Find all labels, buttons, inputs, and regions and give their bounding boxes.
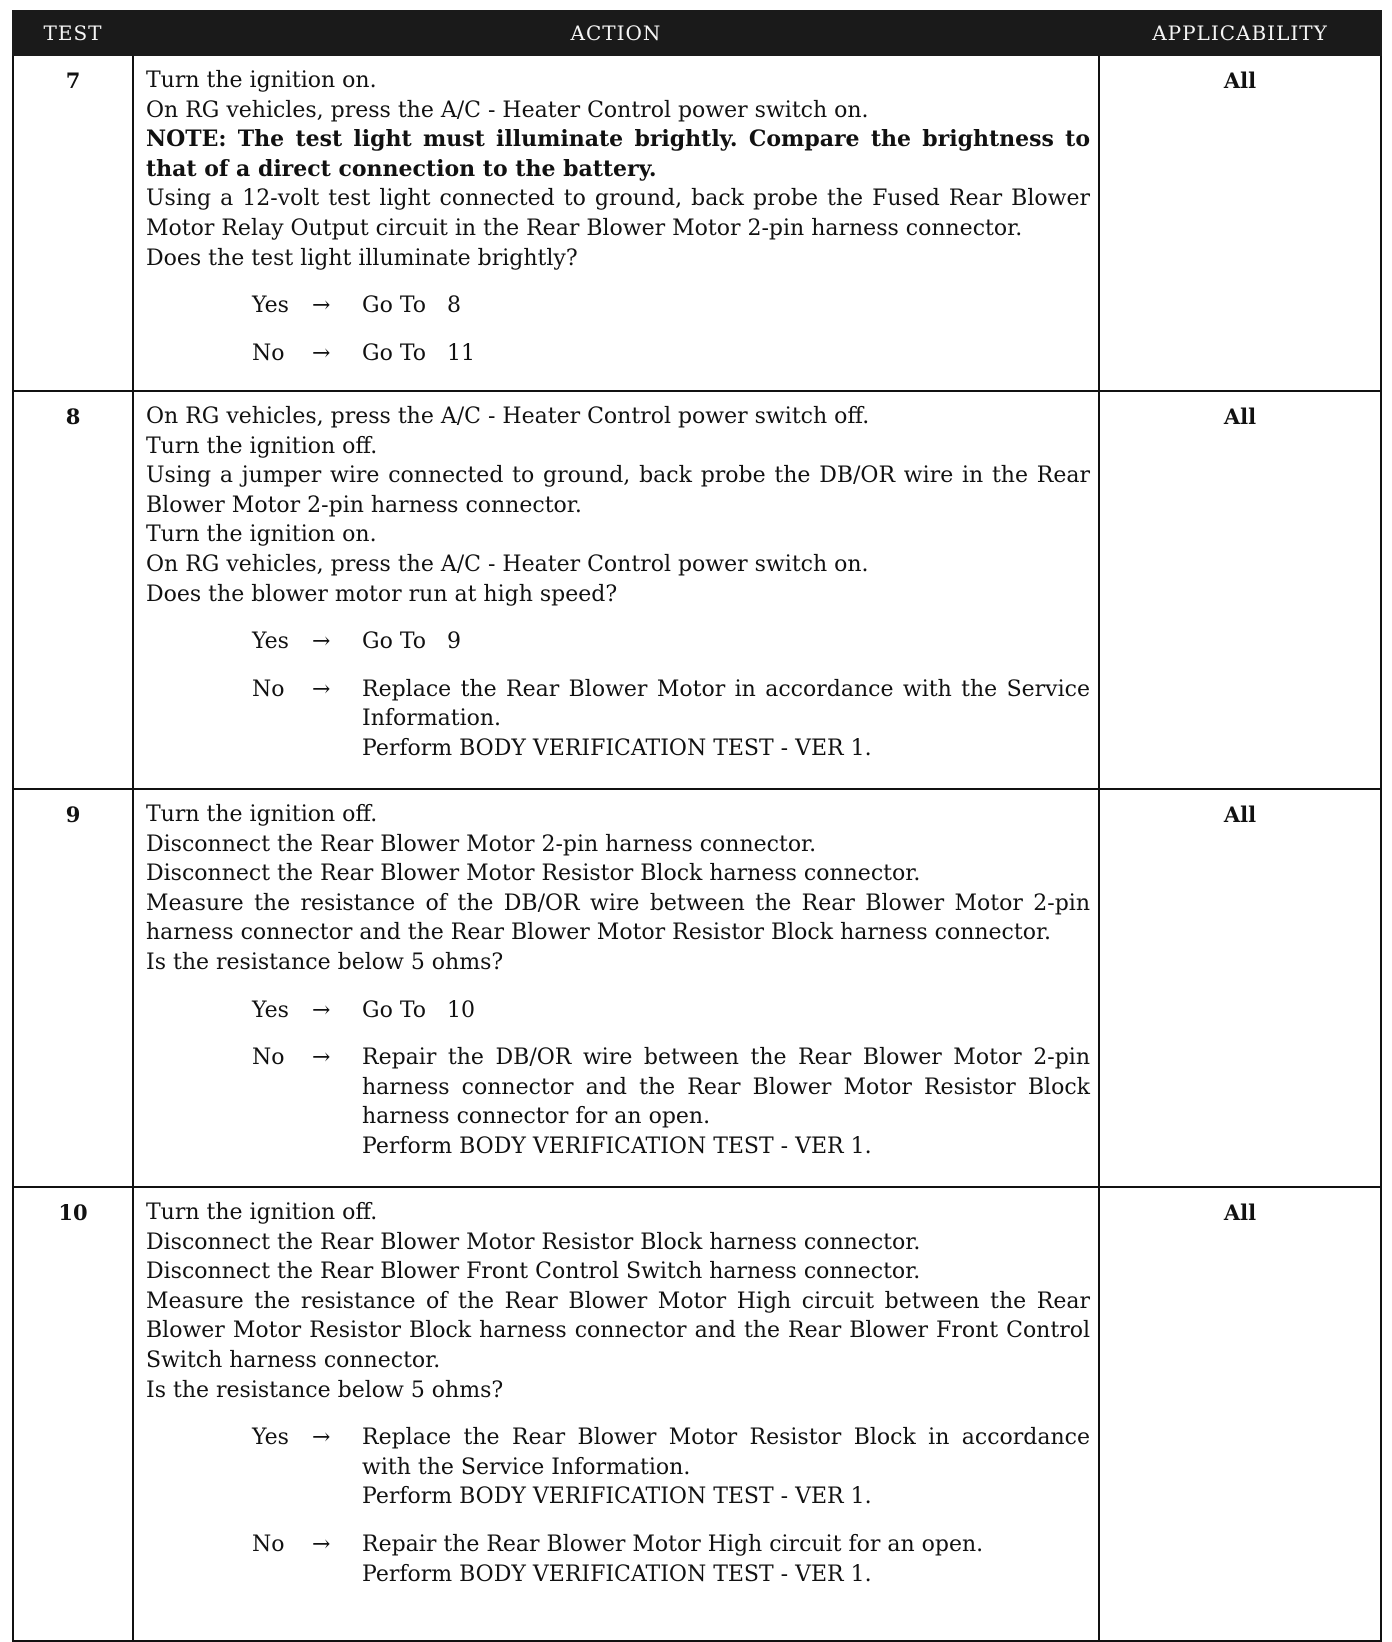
- no-result: Replace the Rear Blower Motor in accordance with the Service Information. Perform BODY VERIFICATION TEST - VER 1.: [362, 676, 1090, 761]
- no-label: No: [252, 1531, 285, 1557]
- table-row: [13, 391, 1381, 789]
- arrow-icon: →: [312, 676, 331, 702]
- action-line: Disconnect the Rear Blower Motor 2-pin harness connector.: [146, 831, 817, 857]
- test-number: 8: [13, 391, 133, 789]
- action-line: Using a jumper wire connected to ground, back probe the DB/OR wire in the Rear Blower Motor 2-pin harness connector.: [146, 463, 1090, 518]
- arrow-icon: →: [312, 629, 331, 655]
- action-line: Measure the resistance of the Rear Blower Motor High circuit between the Rear Blower Motor Resistor Block harness connector and the Rear Blower Front Control Switch harness connector.: [146, 1288, 1090, 1373]
- no-answer: [146, 1043, 1090, 1161]
- action-cell: [133, 1187, 1099, 1641]
- action-cell: [133, 391, 1099, 789]
- test-number: 9: [13, 789, 133, 1187]
- yes-answer: [146, 996, 1090, 1026]
- no-label: No: [252, 340, 285, 366]
- header-test: TEST: [13, 11, 133, 55]
- header-action: ACTION: [133, 11, 1099, 55]
- no-result: Go To 11: [362, 340, 475, 366]
- yes-label: Yes: [252, 1425, 289, 1451]
- no-answer: [146, 1530, 1090, 1589]
- table-row: [13, 1187, 1381, 1641]
- yes-result: Replace the Rear Blower Motor Resistor Block in accordance with the Service Information. Perform BODY VERIFICATION TEST - VER 1.: [362, 1425, 1090, 1510]
- yes-answer: [146, 627, 1090, 657]
- no-label: No: [252, 676, 285, 702]
- no-result: Repair the DB/OR wire between the Rear Blower Motor 2-pin harness connector and the Rear Blower Motor Resistor Block harness connector for an open. Perform BODY VERIFICATION TEST - VER 1.: [362, 1045, 1090, 1159]
- action-line: Turn the ignition off.: [146, 433, 378, 459]
- test-number: 7: [13, 55, 133, 391]
- no-result: Repair the Rear Blower Motor High circuit for an open. Perform BODY VERIFICATION TEST - VER 1.: [362, 1531, 984, 1587]
- arrow-icon: →: [312, 293, 331, 319]
- action-line: Disconnect the Rear Blower Motor Resistor Block harness connector.: [146, 1229, 921, 1255]
- action-line: Disconnect the Rear Blower Front Control Switch harness connector.: [146, 1259, 921, 1285]
- action-line: Measure the resistance of the DB/OR wire between the Rear Blower Motor 2-pin harness connector and the Rear Blower Motor Resistor Block harness connector.: [146, 890, 1090, 946]
- table-row: [13, 55, 1381, 391]
- action-line: On RG vehicles, press the A/C - Heater Control power switch on.: [146, 551, 869, 577]
- arrow-icon: →: [312, 1425, 331, 1451]
- action-line: Turn the ignition on.: [146, 68, 377, 93]
- yes-result: Go To 9: [362, 629, 461, 655]
- action-line: Does the blower motor run at high speed?: [146, 581, 618, 607]
- action-line: Turn the ignition off.: [146, 802, 378, 827]
- applicability-cell: All: [1099, 391, 1381, 789]
- applicability-cell: All: [1099, 789, 1381, 1187]
- action-line: Does the test light illuminate brightly?: [146, 245, 578, 271]
- action-line: Turn the ignition off.: [146, 1200, 378, 1225]
- applicability-cell: All: [1099, 1187, 1381, 1641]
- no-answer: [146, 339, 1090, 369]
- diagnostic-procedure-document: [12, 10, 1380, 1642]
- yes-label: Yes: [252, 997, 289, 1023]
- header-applicability: APPLICABILITY: [1099, 11, 1381, 55]
- action-line: Using a 12-volt test light connected to ground, back probe the Fused Rear Blower Motor Relay Output circuit in the Rear Blower Motor 2-pin harness connector.: [146, 186, 1090, 241]
- action-cell: [133, 55, 1099, 391]
- no-answer: [146, 675, 1090, 764]
- arrow-icon: →: [312, 1531, 331, 1557]
- action-line: Is the resistance below 5 ohms?: [146, 949, 504, 975]
- applicability-cell: All: [1099, 55, 1381, 391]
- yes-label: Yes: [252, 629, 289, 655]
- diagnostic-table: [12, 10, 1382, 1642]
- no-label: No: [252, 1045, 285, 1071]
- arrow-icon: →: [312, 997, 331, 1023]
- action-line: Disconnect the Rear Blower Motor Resistor Block harness connector.: [146, 861, 921, 887]
- arrow-icon: →: [312, 340, 331, 366]
- test-number: 10: [13, 1187, 133, 1641]
- yes-result: Go To 8: [362, 293, 461, 319]
- action-line: On RG vehicles, press the A/C - Heater Control power switch on.: [146, 97, 869, 123]
- note-text: NOTE: The test light must illuminate brightly. Compare the brightness to that of a direct connection to the battery.: [146, 126, 1090, 182]
- action-line: On RG vehicles, press the A/C - Heater Control power switch off.: [146, 404, 870, 429]
- action-cell: [133, 789, 1099, 1187]
- table-header-row: [13, 11, 1381, 55]
- yes-result: Go To 10: [362, 997, 475, 1023]
- action-line: Turn the ignition on.: [146, 522, 377, 548]
- arrow-icon: →: [312, 1045, 331, 1071]
- yes-label: Yes: [252, 293, 289, 319]
- yes-answer: [146, 291, 1090, 321]
- action-line: Is the resistance below 5 ohms?: [146, 1377, 504, 1403]
- yes-answer: [146, 1423, 1090, 1512]
- table-row: [13, 789, 1381, 1187]
